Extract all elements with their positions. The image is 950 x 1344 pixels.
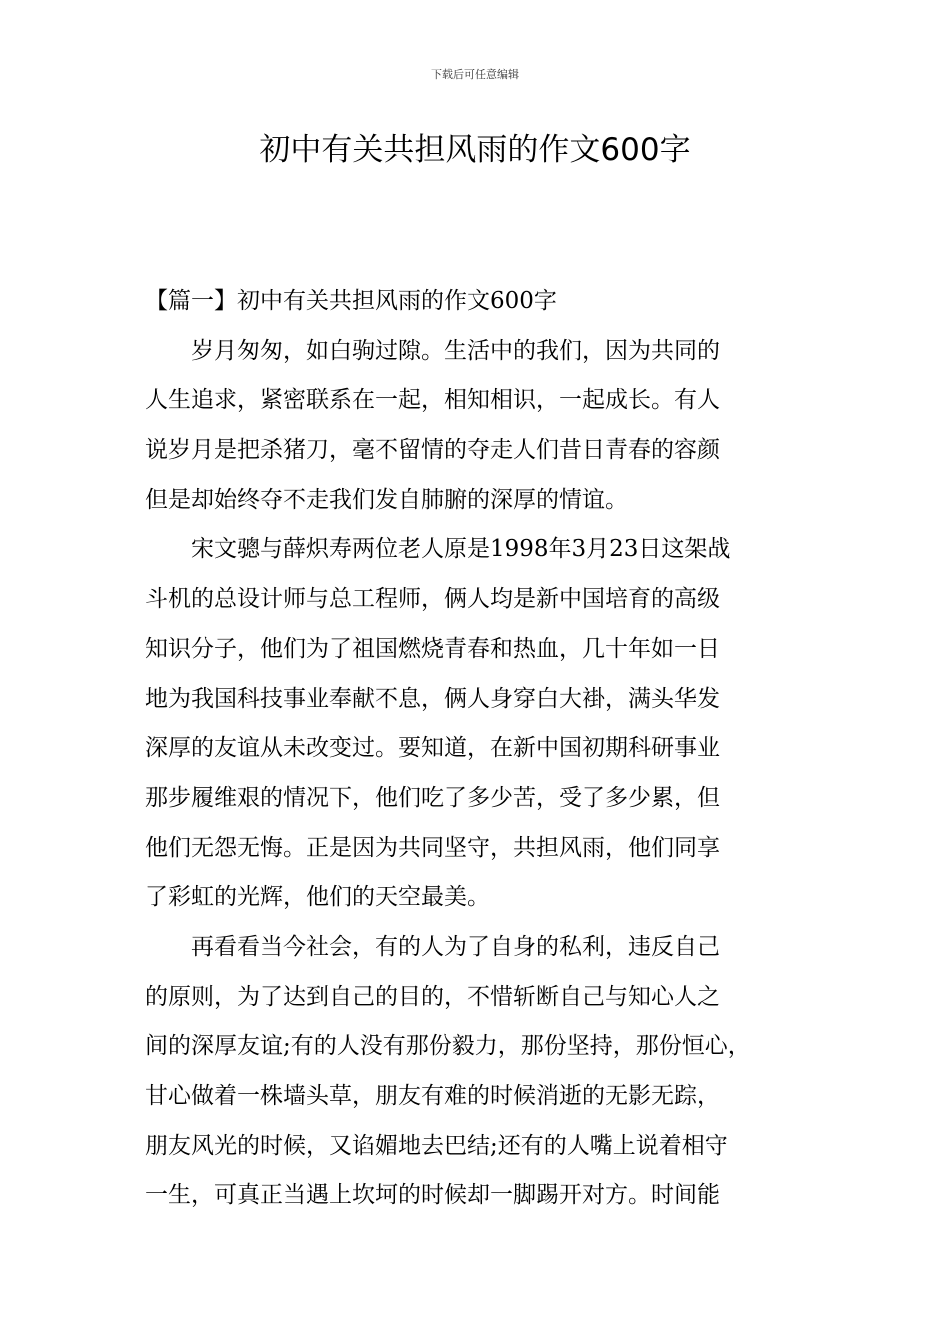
text-line: 地为我国科技事业奉献不息，俩人身穿白大褂，满头华发 (145, 685, 720, 712)
text-line: 的原则，为了达到自己的目的，不惜斩断自己与知心人之 (145, 983, 720, 1010)
text-line: 斗机的总设计师与总工程师，俩人均是新中国培育的高级 (145, 586, 720, 613)
header-note: 下载后可任意编辑 (431, 68, 519, 81)
text-line: 知识分子，他们为了祖国燃烧青春和热血，几十年如一日 (145, 635, 720, 662)
text-line: 间的深厚友谊;有的人没有那份毅力，那份坚持，那份恒心， (145, 1033, 751, 1060)
text-line: 了彩虹的光辉，他们的天空最美。 (145, 884, 490, 911)
text-line: 宋文骢与薛炽寿两位老人原是1998年3月23日这架战 (191, 536, 731, 563)
text-line: 深厚的友谊从未改变过。要知道，在新中国初期科研事业 (145, 735, 720, 762)
text-line: 再看看当今社会，有的人为了自身的私利，违反自己 (191, 933, 720, 960)
text-line: 说岁月是把杀猪刀，毫不留情的夺走人们昔日青春的容颜 (145, 437, 720, 464)
text-line: 那步履维艰的情况下，他们吃了多少苦，受了多少累，但 (145, 784, 720, 811)
text-line: 一生，可真正当遇上坎坷的时候却一脚踢开对方。时间能 (145, 1182, 720, 1209)
text-line: 甘心做着一株墙头草，朋友有难的时候消逝的无影无踪， (145, 1083, 720, 1109)
text-line: 【篇一】初中有关共担风雨的作文600字 (145, 288, 557, 314)
text-line: 朋友风光的时候，又谄媚地去巴结;还有的人嘴上说着相守 (145, 1132, 728, 1159)
text-line: 他们无怨无悔。正是因为共同坚守，共担风雨，他们同享 (145, 834, 720, 861)
text-line: 人生追求，紧密联系在一起，相知相识，一起成长。有人 (145, 387, 720, 414)
body-text (145, 277, 807, 1221)
text-line: 岁月匆匆，如白驹过隙。生活中的我们，因为共同的 (191, 337, 720, 364)
text-line: 但是却始终夺不走我们发自肺腑的深厚的情谊。 (145, 486, 628, 513)
document-title: 初中有关共担风雨的作文600字 (259, 132, 691, 168)
